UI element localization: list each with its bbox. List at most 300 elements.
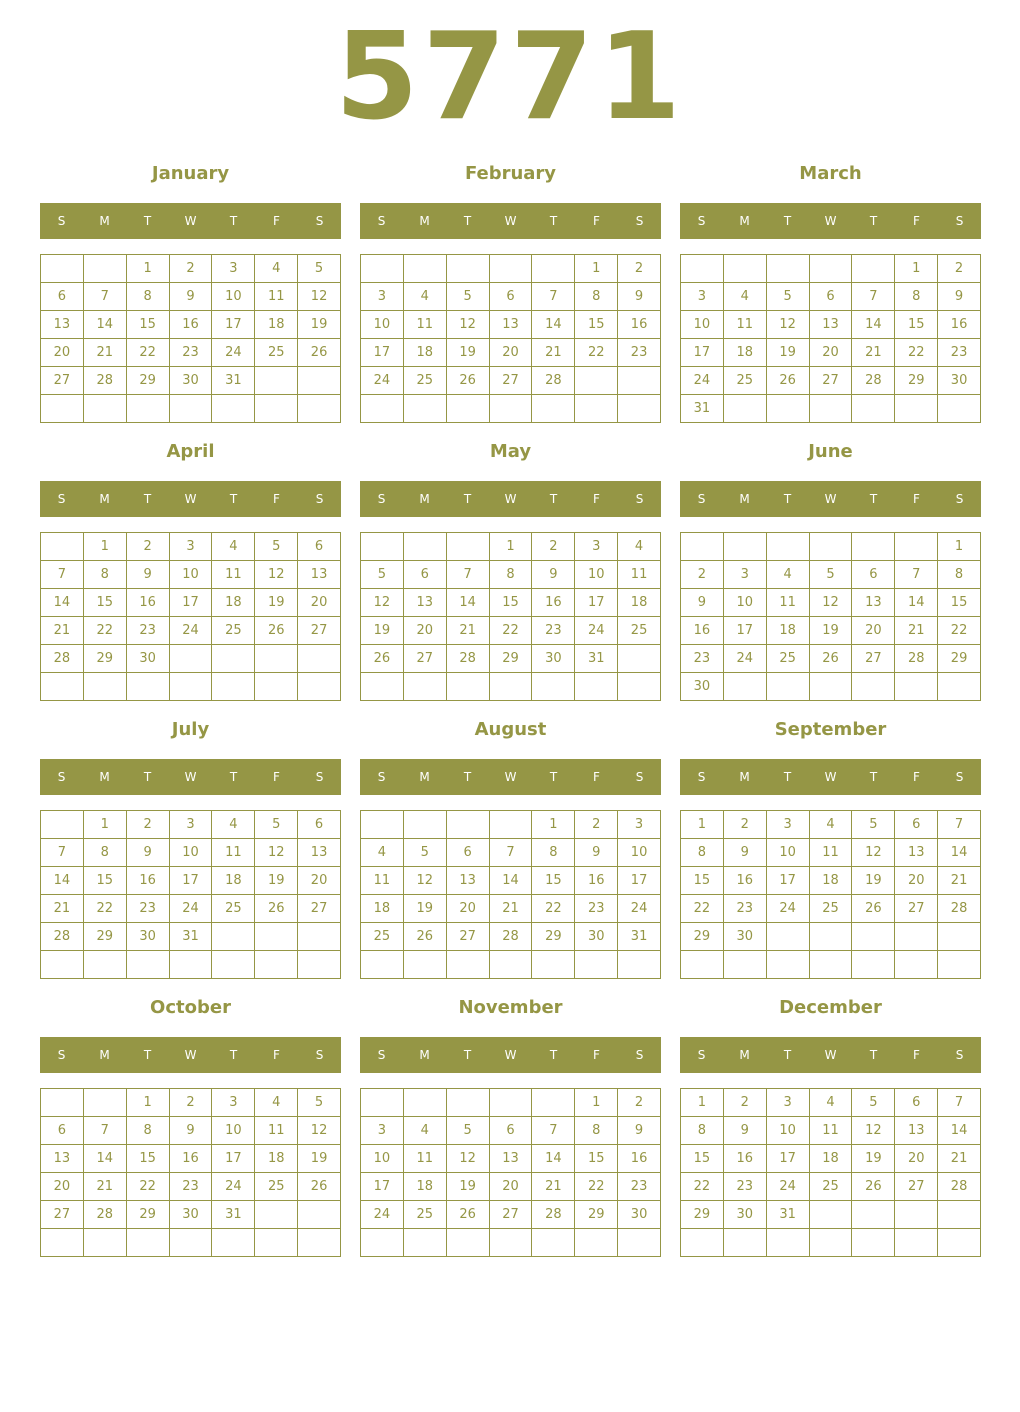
day-cell: 8 xyxy=(575,1117,618,1145)
day-cell: 4 xyxy=(361,839,404,867)
day-cell: 9 xyxy=(575,839,618,867)
day-cell: 3 xyxy=(212,255,255,283)
weekday-label: F xyxy=(273,492,280,506)
day-cell: 10 xyxy=(212,1117,255,1145)
day-cell: 8 xyxy=(895,283,938,311)
day-cell: 1 xyxy=(490,533,533,561)
empty-cell xyxy=(490,811,533,839)
empty-cell xyxy=(938,673,981,701)
day-cell: 14 xyxy=(41,589,84,617)
day-cell: 12 xyxy=(447,1145,490,1173)
day-cell: 4 xyxy=(810,811,853,839)
empty-cell xyxy=(810,951,853,979)
empty-cell xyxy=(298,923,341,951)
day-cell: 19 xyxy=(767,339,810,367)
empty-cell xyxy=(170,673,213,701)
day-cell: 8 xyxy=(127,283,170,311)
day-cell: 21 xyxy=(938,867,981,895)
day-cell: 27 xyxy=(298,617,341,645)
day-cell: 16 xyxy=(532,589,575,617)
weekday-label: W xyxy=(504,1048,517,1062)
day-cell: 21 xyxy=(84,1173,127,1201)
day-cell: 20 xyxy=(490,339,533,367)
weekday-label: W xyxy=(184,1048,197,1062)
day-cell: 2 xyxy=(724,811,767,839)
empty-cell xyxy=(41,1089,84,1117)
day-cell: 12 xyxy=(298,283,341,311)
day-cell: 3 xyxy=(361,283,404,311)
empty-cell xyxy=(681,1229,724,1257)
day-cell: 19 xyxy=(810,617,853,645)
day-cell: 12 xyxy=(298,1117,341,1145)
empty-cell xyxy=(361,533,404,561)
empty-cell xyxy=(404,255,447,283)
day-cell: 21 xyxy=(532,339,575,367)
day-cell: 1 xyxy=(532,811,575,839)
day-cell: 24 xyxy=(724,645,767,673)
empty-cell xyxy=(724,1229,767,1257)
day-cell: 26 xyxy=(767,367,810,395)
day-cell: 12 xyxy=(255,839,298,867)
day-cell: 6 xyxy=(298,811,341,839)
day-cell: 27 xyxy=(41,367,84,395)
day-cell: 29 xyxy=(575,1201,618,1229)
day-cell: 30 xyxy=(724,923,767,951)
day-cell: 22 xyxy=(938,617,981,645)
day-cell: 17 xyxy=(361,1173,404,1201)
empty-cell xyxy=(298,645,341,673)
day-cell: 18 xyxy=(212,867,255,895)
empty-cell xyxy=(810,533,853,561)
day-cell: 25 xyxy=(255,1173,298,1201)
empty-cell xyxy=(810,673,853,701)
day-cell: 5 xyxy=(255,811,298,839)
day-cell: 28 xyxy=(852,367,895,395)
weekday-label: S xyxy=(697,492,706,506)
empty-cell xyxy=(361,1089,404,1117)
weekday-label: W xyxy=(504,214,517,228)
day-cell: 20 xyxy=(852,617,895,645)
day-cell: 2 xyxy=(575,811,618,839)
day-cell: 28 xyxy=(447,645,490,673)
day-cell: 22 xyxy=(84,617,127,645)
day-cell: 7 xyxy=(490,839,533,867)
month-name: July xyxy=(171,719,210,740)
empty-cell xyxy=(127,673,170,701)
day-cell: 5 xyxy=(447,1117,490,1145)
day-cell: 2 xyxy=(532,533,575,561)
day-cell: 16 xyxy=(127,589,170,617)
empty-cell xyxy=(852,395,895,423)
day-cell: 3 xyxy=(212,1089,255,1117)
day-cell: 22 xyxy=(490,617,533,645)
day-cell: 20 xyxy=(810,339,853,367)
weekday-label: T xyxy=(549,1048,558,1062)
day-cell: 5 xyxy=(810,561,853,589)
empty-cell xyxy=(447,255,490,283)
day-cell: 15 xyxy=(938,589,981,617)
empty-cell xyxy=(84,1089,127,1117)
weekday-label: M xyxy=(99,770,110,784)
day-cell: 13 xyxy=(490,311,533,339)
day-cell: 14 xyxy=(447,589,490,617)
day-cell: 30 xyxy=(575,923,618,951)
weekday-label: M xyxy=(99,1048,110,1062)
empty-cell xyxy=(618,645,661,673)
weekday-label: S xyxy=(635,214,644,228)
day-cell: 25 xyxy=(404,367,447,395)
day-cell: 17 xyxy=(618,867,661,895)
empty-cell xyxy=(41,255,84,283)
day-cell: 19 xyxy=(255,867,298,895)
day-cell: 2 xyxy=(618,1089,661,1117)
day-cell: 23 xyxy=(170,1173,213,1201)
day-cell: 15 xyxy=(681,867,724,895)
day-cell: 26 xyxy=(447,367,490,395)
weekday-label: W xyxy=(504,492,517,506)
day-cell: 4 xyxy=(404,1117,447,1145)
empty-cell xyxy=(852,1201,895,1229)
day-cell: 23 xyxy=(127,617,170,645)
day-cell: 13 xyxy=(810,311,853,339)
day-cell: 29 xyxy=(490,645,533,673)
empty-cell xyxy=(212,1229,255,1257)
weekday-header xyxy=(40,1037,341,1073)
empty-cell xyxy=(575,673,618,701)
empty-cell xyxy=(810,395,853,423)
day-cell: 18 xyxy=(255,1145,298,1173)
weekday-label: S xyxy=(697,770,706,784)
day-cell: 16 xyxy=(618,311,661,339)
weekday-label: S xyxy=(377,1048,386,1062)
empty-cell xyxy=(490,1089,533,1117)
day-cell: 1 xyxy=(895,255,938,283)
day-cell: 2 xyxy=(170,1089,213,1117)
day-cell: 7 xyxy=(84,283,127,311)
empty-cell xyxy=(84,673,127,701)
empty-cell xyxy=(490,255,533,283)
month-name: October xyxy=(150,997,231,1018)
day-cell: 19 xyxy=(404,895,447,923)
day-cell: 21 xyxy=(490,895,533,923)
empty-cell xyxy=(170,645,213,673)
empty-cell xyxy=(490,673,533,701)
day-cell: 14 xyxy=(895,589,938,617)
day-cell: 17 xyxy=(767,867,810,895)
day-cell: 29 xyxy=(127,367,170,395)
day-cell: 20 xyxy=(41,339,84,367)
day-cell: 12 xyxy=(447,311,490,339)
empty-cell xyxy=(724,951,767,979)
day-cell: 27 xyxy=(895,1173,938,1201)
day-grid xyxy=(360,1088,661,1257)
day-cell: 16 xyxy=(170,1145,213,1173)
empty-cell xyxy=(852,923,895,951)
empty-cell xyxy=(84,395,127,423)
day-cell: 27 xyxy=(852,645,895,673)
month-name: November xyxy=(458,997,563,1018)
empty-cell xyxy=(618,951,661,979)
day-cell: 28 xyxy=(84,1201,127,1229)
day-cell: 12 xyxy=(767,311,810,339)
day-cell: 14 xyxy=(41,867,84,895)
weekday-label: S xyxy=(377,214,386,228)
day-cell: 13 xyxy=(490,1145,533,1173)
day-cell: 27 xyxy=(404,645,447,673)
day-cell: 13 xyxy=(298,561,341,589)
day-cell: 22 xyxy=(681,1173,724,1201)
day-cell: 20 xyxy=(298,867,341,895)
weekday-label: S xyxy=(635,770,644,784)
weekday-label: T xyxy=(143,1048,152,1062)
empty-cell xyxy=(895,1201,938,1229)
weekday-label: S xyxy=(635,492,644,506)
day-cell: 1 xyxy=(127,255,170,283)
day-cell: 10 xyxy=(767,839,810,867)
day-cell: 26 xyxy=(852,895,895,923)
empty-cell xyxy=(618,395,661,423)
weekday-label: F xyxy=(273,1048,280,1062)
day-cell: 25 xyxy=(361,923,404,951)
day-cell: 8 xyxy=(490,561,533,589)
day-cell: 28 xyxy=(938,1173,981,1201)
day-cell: 1 xyxy=(938,533,981,561)
day-cell: 21 xyxy=(41,895,84,923)
day-cell: 27 xyxy=(41,1201,84,1229)
day-cell: 18 xyxy=(212,589,255,617)
weekday-label: F xyxy=(593,492,600,506)
empty-cell xyxy=(298,367,341,395)
day-cell: 23 xyxy=(532,617,575,645)
weekday-label: S xyxy=(315,214,324,228)
weekday-label: W xyxy=(504,770,517,784)
day-cell: 11 xyxy=(767,589,810,617)
day-cell: 18 xyxy=(810,867,853,895)
day-cell: 24 xyxy=(618,895,661,923)
day-cell: 28 xyxy=(895,645,938,673)
day-grid xyxy=(40,1088,341,1257)
day-cell: 1 xyxy=(127,1089,170,1117)
day-cell: 19 xyxy=(255,589,298,617)
day-cell: 25 xyxy=(212,617,255,645)
day-cell: 8 xyxy=(681,1117,724,1145)
day-cell: 17 xyxy=(170,867,213,895)
weekday-label: M xyxy=(419,492,430,506)
day-cell: 21 xyxy=(852,339,895,367)
day-cell: 16 xyxy=(575,867,618,895)
day-cell: 12 xyxy=(255,561,298,589)
empty-cell xyxy=(681,255,724,283)
day-cell: 24 xyxy=(681,367,724,395)
day-cell: 21 xyxy=(895,617,938,645)
empty-cell xyxy=(298,673,341,701)
year-title: 5771 xyxy=(335,8,685,147)
day-cell: 9 xyxy=(532,561,575,589)
day-cell: 11 xyxy=(724,311,767,339)
day-cell: 15 xyxy=(490,589,533,617)
empty-cell xyxy=(447,395,490,423)
weekday-label: M xyxy=(739,770,750,784)
day-cell: 25 xyxy=(618,617,661,645)
day-cell: 11 xyxy=(618,561,661,589)
day-cell: 26 xyxy=(404,923,447,951)
day-cell: 22 xyxy=(84,895,127,923)
weekday-label: T xyxy=(229,770,238,784)
day-cell: 10 xyxy=(724,589,767,617)
day-cell: 24 xyxy=(212,339,255,367)
empty-cell xyxy=(938,951,981,979)
empty-cell xyxy=(724,255,767,283)
day-cell: 18 xyxy=(810,1145,853,1173)
day-cell: 1 xyxy=(575,1089,618,1117)
day-cell: 10 xyxy=(212,283,255,311)
day-cell: 12 xyxy=(852,839,895,867)
day-cell: 7 xyxy=(41,839,84,867)
weekday-header xyxy=(360,759,661,795)
weekday-label: W xyxy=(184,214,197,228)
day-cell: 31 xyxy=(170,923,213,951)
day-cell: 13 xyxy=(895,839,938,867)
day-cell: 13 xyxy=(41,311,84,339)
day-cell: 16 xyxy=(681,617,724,645)
day-cell: 30 xyxy=(681,673,724,701)
empty-cell xyxy=(361,395,404,423)
weekday-label: S xyxy=(955,770,964,784)
day-cell: 23 xyxy=(127,895,170,923)
day-cell: 7 xyxy=(852,283,895,311)
day-cell: 3 xyxy=(575,533,618,561)
weekday-label: M xyxy=(99,214,110,228)
day-cell: 25 xyxy=(810,895,853,923)
day-cell: 23 xyxy=(618,1173,661,1201)
empty-cell xyxy=(41,673,84,701)
weekday-label: W xyxy=(184,770,197,784)
day-cell: 14 xyxy=(490,867,533,895)
day-cell: 4 xyxy=(212,533,255,561)
day-grid xyxy=(40,532,341,701)
empty-cell xyxy=(255,1201,298,1229)
day-cell: 9 xyxy=(724,839,767,867)
day-cell: 10 xyxy=(170,839,213,867)
day-cell: 19 xyxy=(447,339,490,367)
day-cell: 19 xyxy=(298,311,341,339)
day-cell: 3 xyxy=(724,561,767,589)
weekday-header xyxy=(680,203,981,239)
empty-cell xyxy=(895,923,938,951)
empty-cell xyxy=(490,1229,533,1257)
empty-cell xyxy=(724,673,767,701)
empty-cell xyxy=(404,951,447,979)
day-cell: 21 xyxy=(84,339,127,367)
day-grid xyxy=(680,254,981,423)
day-cell: 4 xyxy=(255,255,298,283)
empty-cell xyxy=(532,951,575,979)
weekday-label: T xyxy=(143,492,152,506)
day-cell: 22 xyxy=(127,1173,170,1201)
day-cell: 17 xyxy=(361,339,404,367)
day-cell: 13 xyxy=(41,1145,84,1173)
empty-cell xyxy=(404,395,447,423)
weekday-label: S xyxy=(315,492,324,506)
day-cell: 8 xyxy=(532,839,575,867)
weekday-label: T xyxy=(463,214,472,228)
weekday-label: F xyxy=(913,1048,920,1062)
day-cell: 6 xyxy=(41,283,84,311)
weekday-label: F xyxy=(593,214,600,228)
day-cell: 21 xyxy=(532,1173,575,1201)
weekday-label: T xyxy=(229,1048,238,1062)
day-cell: 3 xyxy=(361,1117,404,1145)
day-cell: 27 xyxy=(298,895,341,923)
empty-cell xyxy=(361,951,404,979)
empty-cell xyxy=(575,1229,618,1257)
day-cell: 13 xyxy=(447,867,490,895)
day-cell: 2 xyxy=(127,811,170,839)
empty-cell xyxy=(84,255,127,283)
day-cell: 9 xyxy=(618,283,661,311)
day-cell: 14 xyxy=(532,311,575,339)
day-cell: 17 xyxy=(212,1145,255,1173)
day-cell: 9 xyxy=(170,1117,213,1145)
empty-cell xyxy=(255,367,298,395)
day-cell: 6 xyxy=(810,283,853,311)
weekday-label: F xyxy=(913,214,920,228)
day-cell: 28 xyxy=(84,367,127,395)
day-cell: 18 xyxy=(767,617,810,645)
empty-cell xyxy=(404,1089,447,1117)
day-cell: 26 xyxy=(361,645,404,673)
day-cell: 7 xyxy=(938,1089,981,1117)
day-cell: 18 xyxy=(361,895,404,923)
day-cell: 15 xyxy=(84,867,127,895)
day-cell: 12 xyxy=(404,867,447,895)
day-cell: 28 xyxy=(41,645,84,673)
weekday-label: F xyxy=(913,770,920,784)
day-cell: 9 xyxy=(127,561,170,589)
day-cell: 15 xyxy=(681,1145,724,1173)
day-cell: 5 xyxy=(298,1089,341,1117)
empty-cell xyxy=(532,673,575,701)
day-cell: 30 xyxy=(170,1201,213,1229)
day-cell: 26 xyxy=(810,645,853,673)
empty-cell xyxy=(810,1229,853,1257)
day-cell: 16 xyxy=(724,1145,767,1173)
day-cell: 28 xyxy=(532,1201,575,1229)
day-cell: 25 xyxy=(767,645,810,673)
day-cell: 23 xyxy=(724,895,767,923)
day-cell: 5 xyxy=(447,283,490,311)
day-cell: 20 xyxy=(895,1145,938,1173)
day-cell: 8 xyxy=(127,1117,170,1145)
weekday-label: W xyxy=(824,492,837,506)
day-cell: 25 xyxy=(404,1201,447,1229)
empty-cell xyxy=(84,1229,127,1257)
day-cell: 22 xyxy=(575,1173,618,1201)
empty-cell xyxy=(618,367,661,395)
day-cell: 30 xyxy=(938,367,981,395)
day-cell: 18 xyxy=(255,311,298,339)
day-cell: 13 xyxy=(404,589,447,617)
day-cell: 25 xyxy=(810,1173,853,1201)
day-cell: 14 xyxy=(938,1117,981,1145)
day-cell: 18 xyxy=(724,339,767,367)
weekday-label: M xyxy=(739,492,750,506)
empty-cell xyxy=(255,645,298,673)
empty-cell xyxy=(255,395,298,423)
day-cell: 9 xyxy=(127,839,170,867)
empty-cell xyxy=(41,951,84,979)
day-cell: 16 xyxy=(127,867,170,895)
